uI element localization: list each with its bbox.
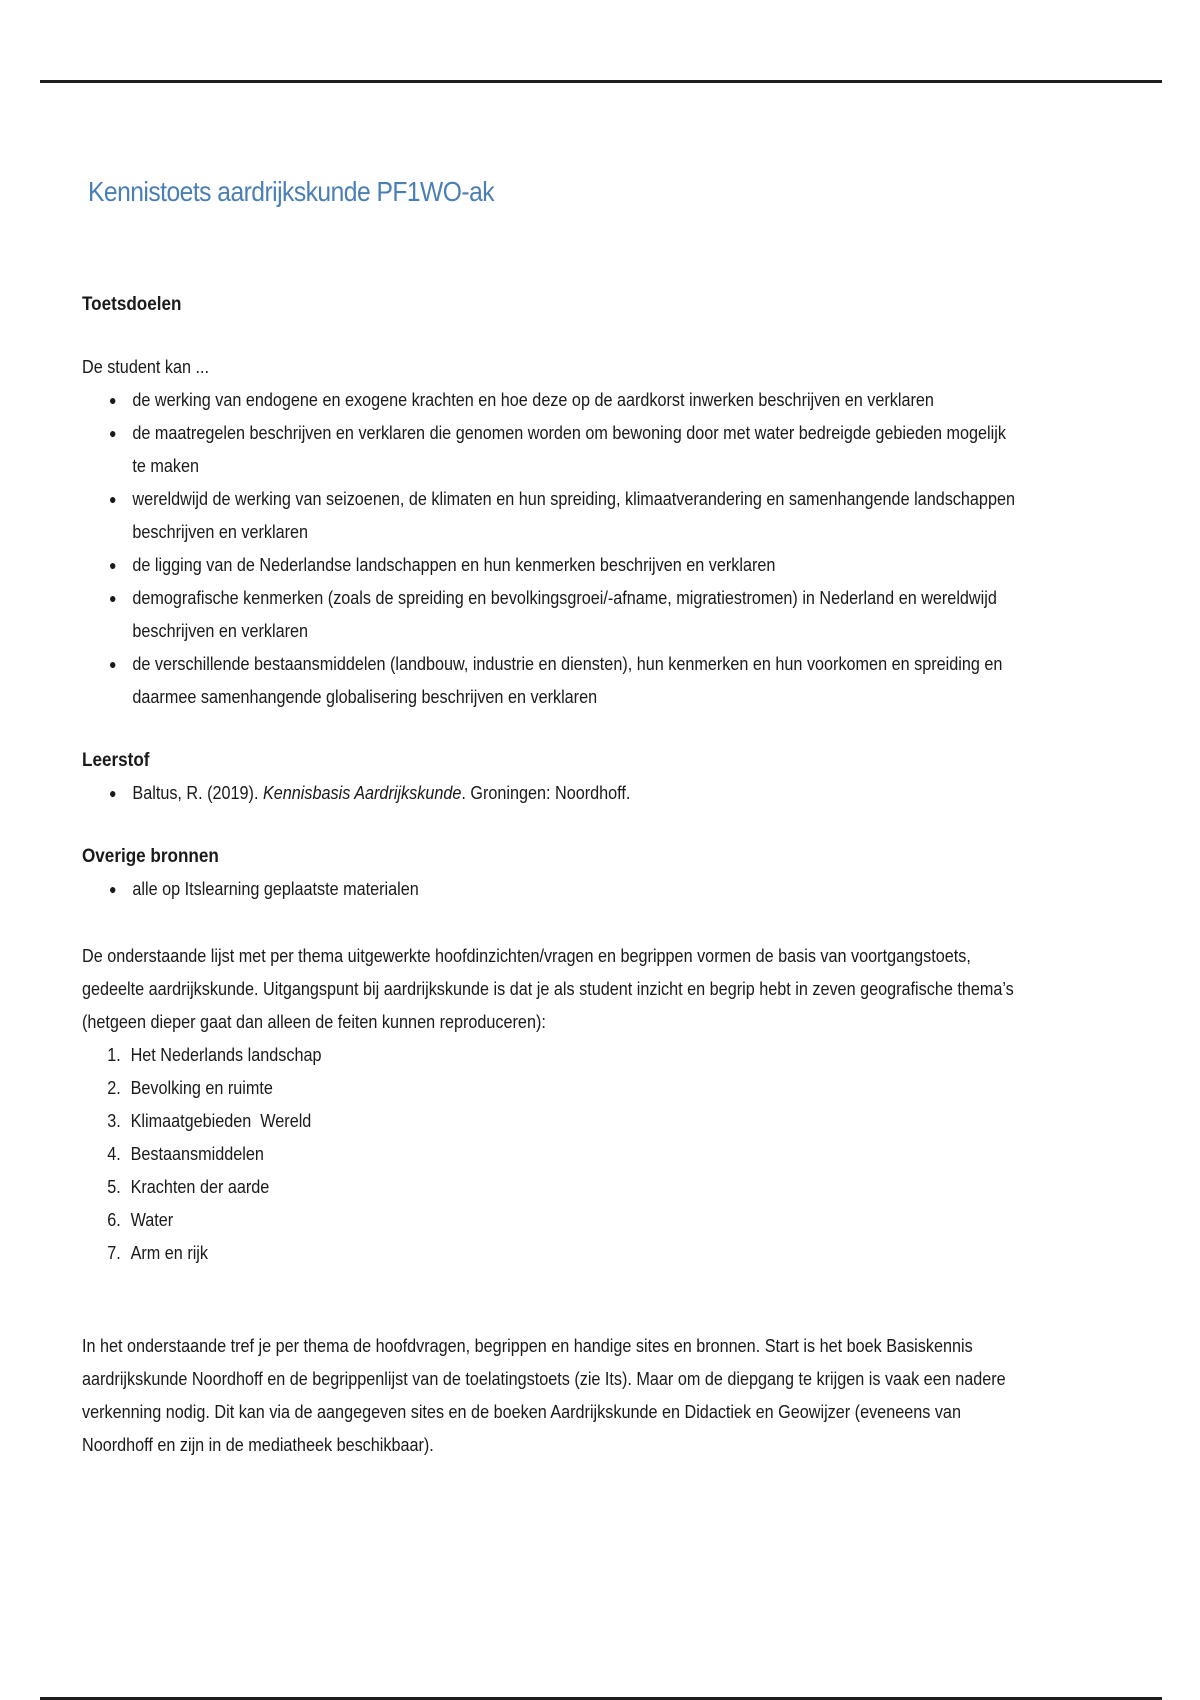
leerstof-list <box>82 777 1018 810</box>
top-rule <box>40 80 1162 83</box>
closing-paragraph: In het onderstaande tref je per thema de hoofdvragen, begrippen en handige sites en bronnen. Start is het boek Basiskennis aardrijkskunde Noordhoff en de begrippenlijst van de toelatingstoets (zie Its). Maar om de diepgang te krijgen is vaak een nadere verkenning nodig. Dit kan via de aangegeven sites en de boeken Aardrijkskunde en Didactiek en Geowijzer (eveneens van Noordhoff en zijn in de mediatheek beschikbaar). <box>82 1336 1006 1455</box>
list-item: 6. Water <box>107 1210 174 1230</box>
bullet-icon: ● <box>109 557 117 573</box>
list-item: 4. Bestaansmiddelen <box>107 1144 264 1164</box>
list-item: 1. Het Nederlands landschap <box>107 1045 322 1065</box>
document-body <box>82 288 1018 1462</box>
overige-bronnen-list <box>82 873 1018 906</box>
bullet-icon: ● <box>109 881 117 897</box>
list-item: ● Baltus, R. (2019). Kennisbasis Aardrijkskunde. Groningen: Noordhoff. <box>109 777 1018 810</box>
list-item: ● de maatregelen beschrijven en verklaren die genomen worden om bewoning door met water bedreigde gebieden mogelijk te maken <box>109 417 1018 483</box>
bullet-icon: ● <box>109 392 117 408</box>
overige-bronnen-heading: Overige bronnen <box>82 846 219 867</box>
toetsdoelen-list <box>82 384 1018 714</box>
list-item: ● de werking van endogene en exogene krachten en hoe deze op de aardkorst inwerken beschrijven en verklaren <box>109 384 1018 417</box>
list-item: ● de verschillende bestaansmiddelen (landbouw, industrie en diensten), hun kenmerken en hun voorkomen en spreiding en daarmee samenhangende globalisering beschrijven en verklaren <box>109 648 1018 714</box>
intro-paragraph: De onderstaande lijst met per thema uitgewerkte hoofdinzichten/vragen en begrippen vormen de basis van voortgangstoets, gedeelte aardrijkskunde. Uitgangspunt bij aardrijkskunde is dat je als student inzicht en begrip hebt in zeven geografische thema’s (hetgeen dieper gaat dan alleen de feiten kunnen reproduceren): <box>82 946 1014 1032</box>
book-title: Kennisbasis Aardrijkskunde <box>262 783 462 803</box>
bullet-icon: ● <box>109 491 117 507</box>
list-item: 7. Arm en rijk <box>107 1243 209 1263</box>
document-title: Kennistoets aardrijkskunde PF1WO-ak <box>88 176 495 207</box>
list-item: ● de ligging van de Nederlandse landschappen en hun kenmerken beschrijven en verklaren <box>109 549 1018 582</box>
list-item: 5. Krachten der aarde <box>107 1177 270 1197</box>
toetsdoelen-intro: De student kan ... <box>82 357 209 377</box>
list-item: ● alle op Itslearning geplaatste materialen <box>109 873 1018 906</box>
themes-list <box>82 1039 1018 1270</box>
list-item: ● demografische kenmerken (zoals de spreiding en bevolkingsgroei/-afname, migratiestromen) in Nederland en wereldwijd beschrijven en verklaren <box>109 582 1018 648</box>
bullet-icon: ● <box>109 785 117 801</box>
list-item: ● wereldwijd de werking van seizoenen, de klimaten en hun spreiding, klimaatverandering en samenhangende landschappen beschrijven en verklaren <box>109 483 1018 549</box>
toetsdoelen-heading: Toetsdoelen <box>82 294 182 315</box>
list-item: 3. Klimaatgebieden Wereld <box>107 1111 312 1131</box>
bullet-icon: ● <box>109 425 117 441</box>
leerstof-heading: Leerstof <box>82 750 150 771</box>
bullet-icon: ● <box>109 656 117 672</box>
list-item: 2. Bevolking en ruimte <box>107 1078 273 1098</box>
bullet-icon: ● <box>109 590 117 606</box>
